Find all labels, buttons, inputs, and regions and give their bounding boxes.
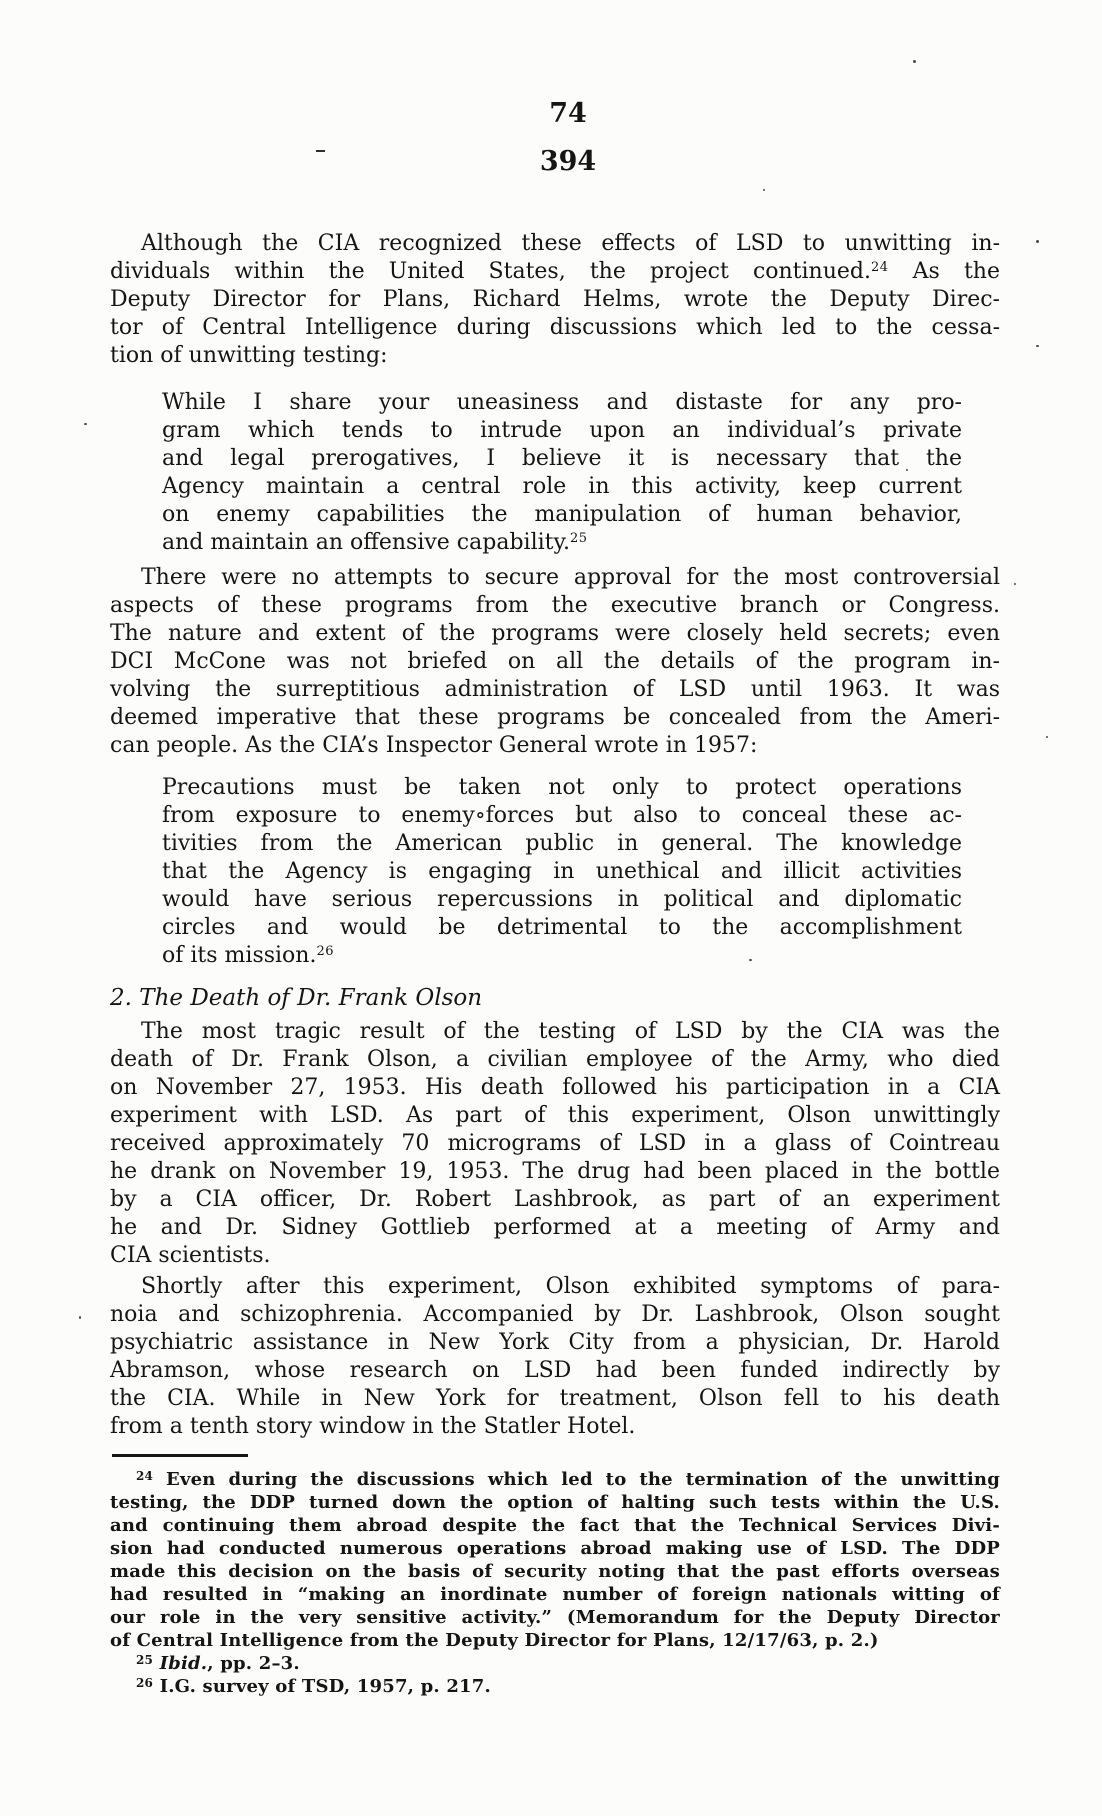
text-line: made this decision on the basis of security noting that the past efforts overseas xyxy=(110,1561,1000,1582)
text-line: on November 27, 1953. His death followed his participation in a CIA xyxy=(110,1075,1000,1100)
text-line: DCI McCone was not briefed on all the details of the program in- xyxy=(110,649,1000,674)
text-line: experiment with LSD. As part of this experiment, Olson unwittingly xyxy=(110,1103,1000,1128)
text-line: death of Dr. Frank Olson, a civilian employee of the Army, who died xyxy=(110,1047,1000,1072)
text-line: had resulted in “making an inordinate number of foreign nationals witting of xyxy=(110,1584,1000,1605)
text-line: from exposure to enemy∘forces but also to conceal these ac- xyxy=(162,803,962,828)
footnote xyxy=(110,1675,1000,1698)
text-line: Agency maintain a central role in this activity, keep current xyxy=(162,474,962,499)
footnote xyxy=(110,1652,1000,1675)
text-line: noia and schizophrenia. Accompanied by Dr. Lashbrook, Olson sought xyxy=(110,1302,1000,1327)
text-line: tor of Central Intelligence during discussions which led to the cessa- xyxy=(110,315,1000,340)
text-line: CIA scientists. xyxy=(110,1243,271,1268)
text-line: and maintain an offensive capability.$^{25}$ xyxy=(162,530,588,555)
text-line: circles and would be detrimental to the accomplishment xyxy=(162,915,962,940)
text-line: $^{25}$ Ibid., pp. 2–3. xyxy=(136,1653,300,1674)
footnote xyxy=(110,1468,1000,1652)
text-line: Although the CIA recognized these effects of LSD to unwitting in- xyxy=(141,231,1000,256)
text-line: There were no attempts to secure approval for the most controversial xyxy=(141,565,1000,590)
page-number: 74 xyxy=(549,98,587,129)
text-line: deemed imperative that these programs be concealed from the Ameri- xyxy=(110,705,1000,730)
text-line: dividuals within the United States, the project continued.$^{24}$ As the xyxy=(110,259,1000,284)
text-line: gram which tends to intrude upon an individual’s private xyxy=(162,418,962,443)
text-line: The most tragic result of the testing of LSD by the CIA was the xyxy=(141,1019,1000,1044)
text-line: While I share your uneasiness and distaste for any pro- xyxy=(162,390,962,415)
text-line: by a CIA officer, Dr. Robert Lashbrook, as part of an experiment xyxy=(110,1187,1000,1212)
section-heading xyxy=(110,983,1000,1013)
text-line: Shortly after this experiment, Olson exhibited symptoms of para- xyxy=(141,1274,1000,1299)
text-line: on enemy capabilities the manipulation of human behavior, xyxy=(162,502,962,527)
text-line: of Central Intelligence from the Deputy Director for Plans, 12/17/63, p. 2.) xyxy=(110,1630,879,1651)
text-line: sion had conducted numerous operations abroad making use of LSD. The DDP xyxy=(110,1538,1000,1559)
paragraph xyxy=(110,564,1000,760)
text-line: received approximately 70 micrograms of LSD in a glass of Cointreau xyxy=(110,1131,1000,1156)
text-line: of its mission.$^{26}$ xyxy=(162,943,335,968)
text-line: tivities from the American public in general. The knowledge xyxy=(162,831,962,856)
paragraph xyxy=(110,230,1000,370)
paragraph xyxy=(110,1273,1000,1441)
text-line: volving the surreptitious administration of LSD until 1963. It was xyxy=(110,677,1000,702)
text-line: he drank on November 19, 1953. The drug had been placed in the bottle xyxy=(110,1159,1000,1184)
text-line: and legal prerogatives, I believe it is necessary that the xyxy=(162,446,962,471)
text-line: 2. The Death of Dr. Frank Olson xyxy=(110,985,483,1011)
text-line: Precautions must be taken not only to protect operations xyxy=(162,775,962,800)
document-blocks xyxy=(110,230,1000,1698)
text-line: $^{24}$ Even during the discussions which led to the termination of the unwitting xyxy=(136,1469,1000,1490)
paragraph xyxy=(110,1018,1000,1270)
text-line: he and Dr. Sidney Gottlieb performed at a meeting of Army and xyxy=(110,1215,1000,1240)
report-page-number: 394 xyxy=(539,146,597,177)
footnote-divider xyxy=(112,1454,248,1457)
block-quote xyxy=(110,774,1000,970)
text-line: testing, the DDP turned down the option of halting such tests within the U.S. xyxy=(110,1492,1000,1513)
text-line: that the Agency is engaging in unethical and illicit activities xyxy=(162,859,962,884)
text-line: $^{26}$ I.G. survey of TSD, 1957, p. 217. xyxy=(136,1676,491,1697)
block-quote xyxy=(110,389,1000,557)
text-line: the CIA. While in New York for treatment, Olson fell to his death xyxy=(110,1386,1000,1411)
text-line: our role in the very sensitive activity.” (Memorandum for the Deputy Director xyxy=(110,1607,1000,1628)
text-column xyxy=(110,0,1000,1698)
text-line: can people. As the CIA’s Inspector General wrote in 1957: xyxy=(110,733,758,758)
text-line: aspects of these programs from the executive branch or Congress. xyxy=(110,593,1000,618)
text-line: would have serious repercussions in political and diplomatic xyxy=(162,887,962,912)
text-line: tion of unwitting testing: xyxy=(110,343,388,368)
text-line: Abramson, whose research on LSD had been funded indirectly by xyxy=(110,1358,1000,1383)
text-line: and continuing them abroad despite the fact that the Technical Services Divi- xyxy=(110,1515,1000,1536)
text-line: from a tenth story window in the Statler Hotel. xyxy=(110,1414,636,1439)
text-line: psychiatric assistance in New York City from a physician, Dr. Harold xyxy=(110,1330,1000,1355)
text-line: The nature and extent of the programs were closely held secrets; even xyxy=(110,621,1000,646)
text-line: Deputy Director for Plans, Richard Helms, wrote the Deputy Direc- xyxy=(110,287,1000,312)
